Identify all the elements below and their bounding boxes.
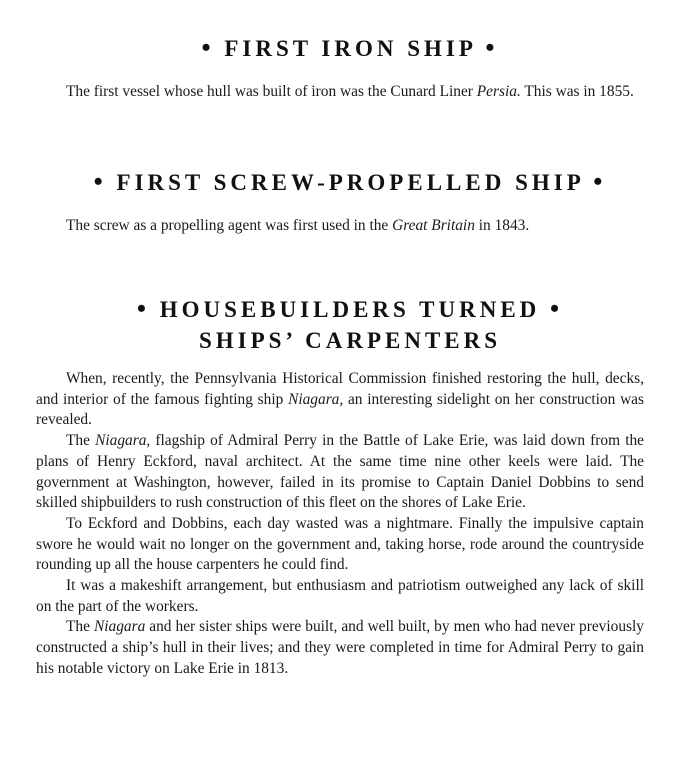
paragraph-first-screw-propelled-ship: The screw as a propelling agent was first used in the Great Britain in 1843. <box>66 217 530 234</box>
heading-first-screw-propelled-ship <box>0 166 700 198</box>
article-body <box>36 369 644 680</box>
heading-text-line2: SHIPS’ CARPENTERS <box>198 328 502 353</box>
italic-text: Niagara, <box>95 432 151 450</box>
heading-text: FIRST IRON SHIP <box>224 36 476 61</box>
bullet-right: • <box>550 294 564 323</box>
bullet-left: • <box>136 294 150 323</box>
bullet-right: • <box>485 33 499 62</box>
italic-text: Great Britain <box>392 217 475 234</box>
heading-housebuilders <box>0 293 700 356</box>
bullet-left: • <box>93 167 107 196</box>
paragraph-first-iron-ship: The first vessel whose hull was built of iron was the Cunard Liner Persia. This was in 1855. <box>66 83 634 100</box>
body-paragraph: To Eckford and Dobbins, each day wasted was a nightmare. Finally the impulsive captain swore he would wait no longer on the government and, taking horse, rode around the countryside rounding up all the house carpenters he could find. <box>36 514 644 574</box>
bullet-left: • <box>201 33 215 62</box>
body-paragraph: The Niagara and her sister ships were built, and well built, by men who had never previously constructed a ship’s hull in their lives; and they were completed in time for Admiral Perry to gain his notable victory on Lake Erie in 1813. <box>36 618 644 677</box>
italic-text: Niagara, <box>288 390 344 408</box>
bullet-right: • <box>593 167 607 196</box>
italic-text: Persia. <box>476 83 521 100</box>
body-paragraph: When, recently, the Pennsylvania Historical Commission finished restoring the hull, decks, and interior of the famous fighting ship Niagara, an interesting sidelight on her construction was revealed. <box>36 370 645 429</box>
heading-text-line1: HOUSEBUILDERS TURNED <box>159 297 541 322</box>
heading-first-iron-ship <box>0 32 700 64</box>
italic-text: Niagara <box>93 618 146 636</box>
heading-text: FIRST SCREW-PROPELLED SHIP <box>116 170 584 195</box>
body-paragraph: The Niagara, flagship of Admiral Perry in the Battle of Lake Erie, was laid down from the plans of Henry Eckford, naval architect. At the same time nine other keels were laid. The government at Washington, however, failed in its promise to Captain Daniel Dobbins to send skilled shipbuilders to rush construction of this fleet on the shores of Lake Erie. <box>36 432 645 512</box>
body-paragraph: It was a makeshift arrangement, but enthusiasm and patriotism outweighed any lack of skill on the part of the workers. <box>36 577 644 615</box>
